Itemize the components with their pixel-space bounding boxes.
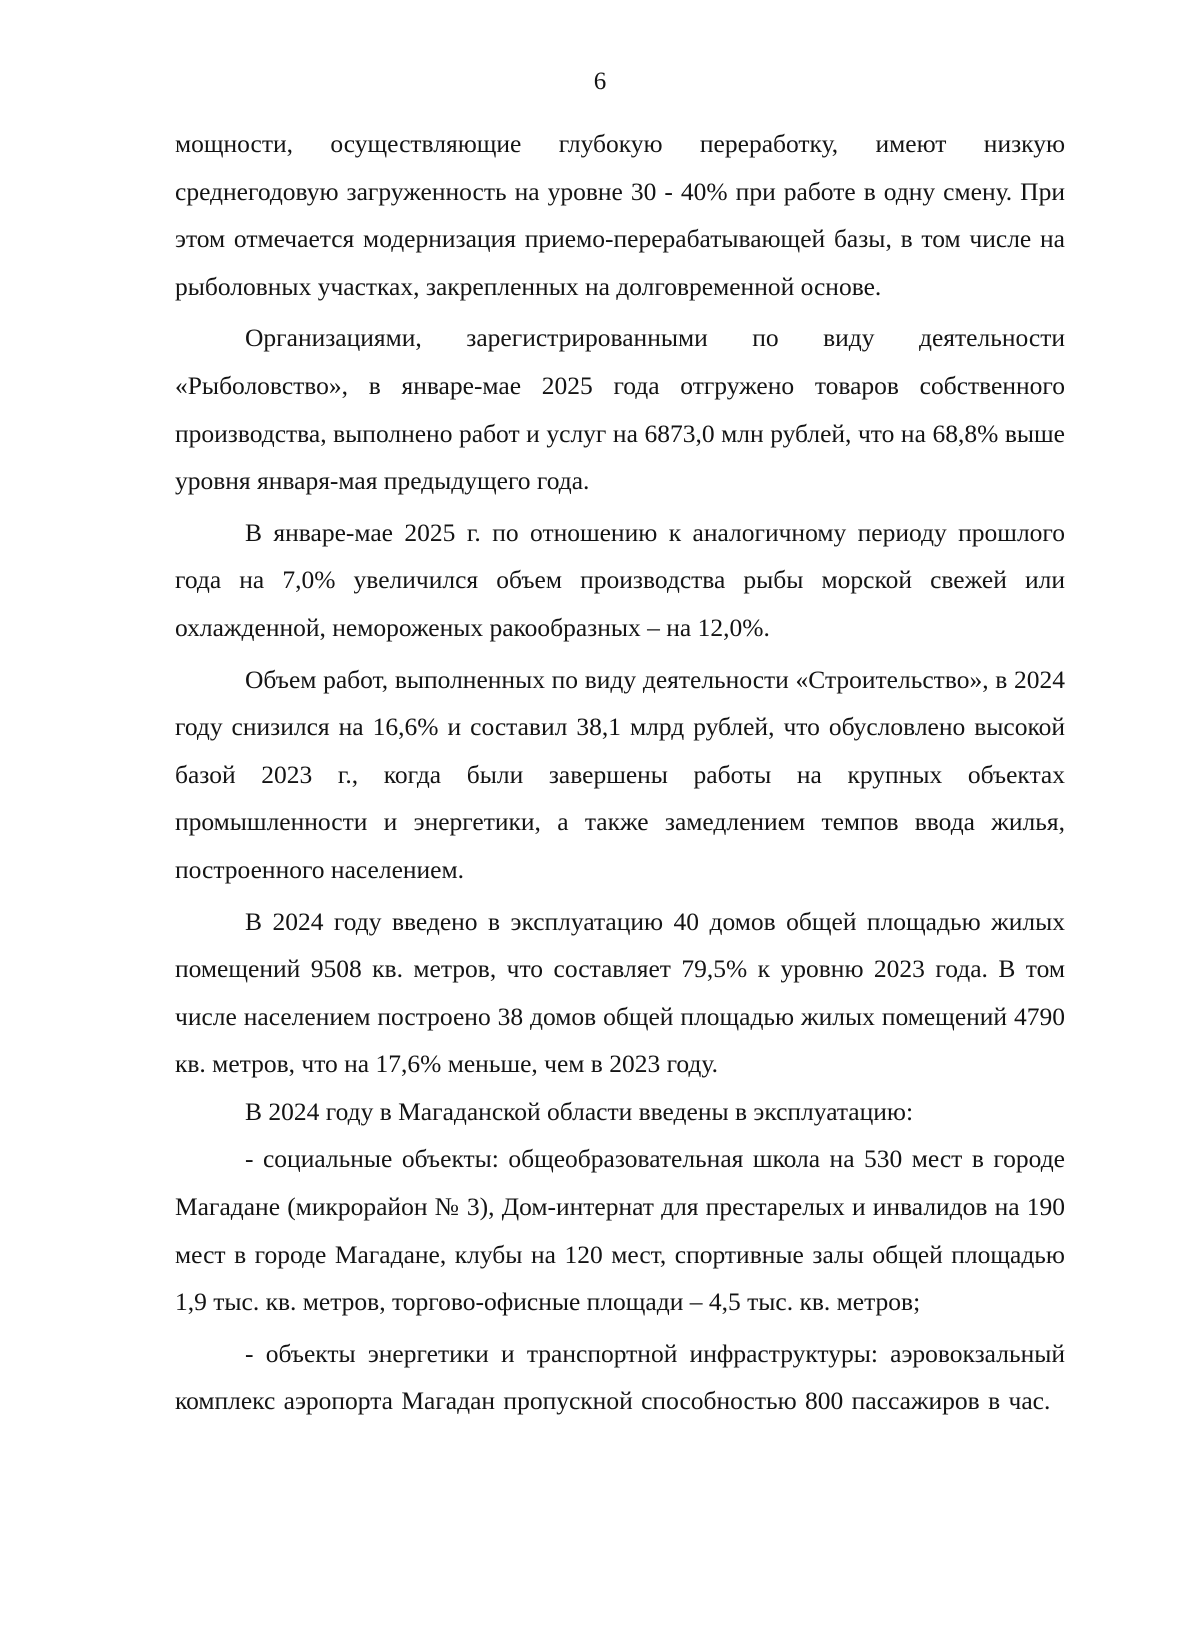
document-body	[175, 120, 1065, 1425]
paragraph-fishing-shipments: Организациями, зарегистрированными по виду деятельности «Рыболовство», в январе-мае 2025 года отгружено товаров собственного производства, выполнено работ и услуг на 6873,0 млн рублей, что на 68,8% выше уровня января-мая предыдущего года.	[175, 323, 1065, 496]
paragraph-construction-volume: Объем работ, выполненных по виду деятельности «Строительство», в 2024 году снизился на 16,6% и составил 38,1 млрд рублей, что обусловлено высокой базой 2023 г., когда были завершены работы на крупных объектах промышленности и энергетики, а также замедлением темпов ввода жилья, построенного населением.	[175, 664, 1065, 884]
page-number: 6	[593, 68, 607, 95]
paragraph-energy-transport-objects: - объекты энергетики и транспортной инфраструктуры: аэровокзальный комплекс аэропорта Магадан пропускной способностью 800 пассажиров в час.	[175, 1338, 1065, 1416]
paragraph-social-objects: - социальные объекты: общеобразовательная школа на 530 мест в городе Магадане (микрорайон № 3), Дом-интернат для престарелых и инвалидов на 190 мест в городе Магадане, клубы на 120 мест, спортивные залы общей площадью 1,9 тыс. кв. метров, торгово-офисные площади – 4,5 тыс. кв. метров;	[175, 1144, 1065, 1317]
paragraph-commissioned-intro: В 2024 году в Магаданской области введены в эксплуатацию:	[245, 1096, 914, 1126]
paragraph-housing-commissioned: В 2024 году введено в эксплуатацию 40 домов общей площадью жилых помещений 9508 кв. метров, что составляет 79,5% к уровню 2023 года. В том числе населением построено 38 домов общей площадью жилых помещений 4790 кв. метров, что на 17,6% меньше, чем в 2023 году.	[175, 906, 1065, 1079]
paragraph-fish-production: В январе-мае 2025 г. по отношению к аналогичному периоду прошлого года на 7,0% увеличился объем производства рыбы морской свежей или охлажденной, немороженых ракообразных – на 12,0%.	[175, 517, 1065, 642]
paragraph-processing-capacity: мощности, осуществляющие глубокую переработку, имеют низкую среднегодовую загруженность на уровне 30 - 40% при работе в одну смену. При этом отмечается модернизация приемо-перерабатывающей базы, в том числе на рыболовных участках, закрепленных на долговременной основе.	[175, 129, 1065, 301]
